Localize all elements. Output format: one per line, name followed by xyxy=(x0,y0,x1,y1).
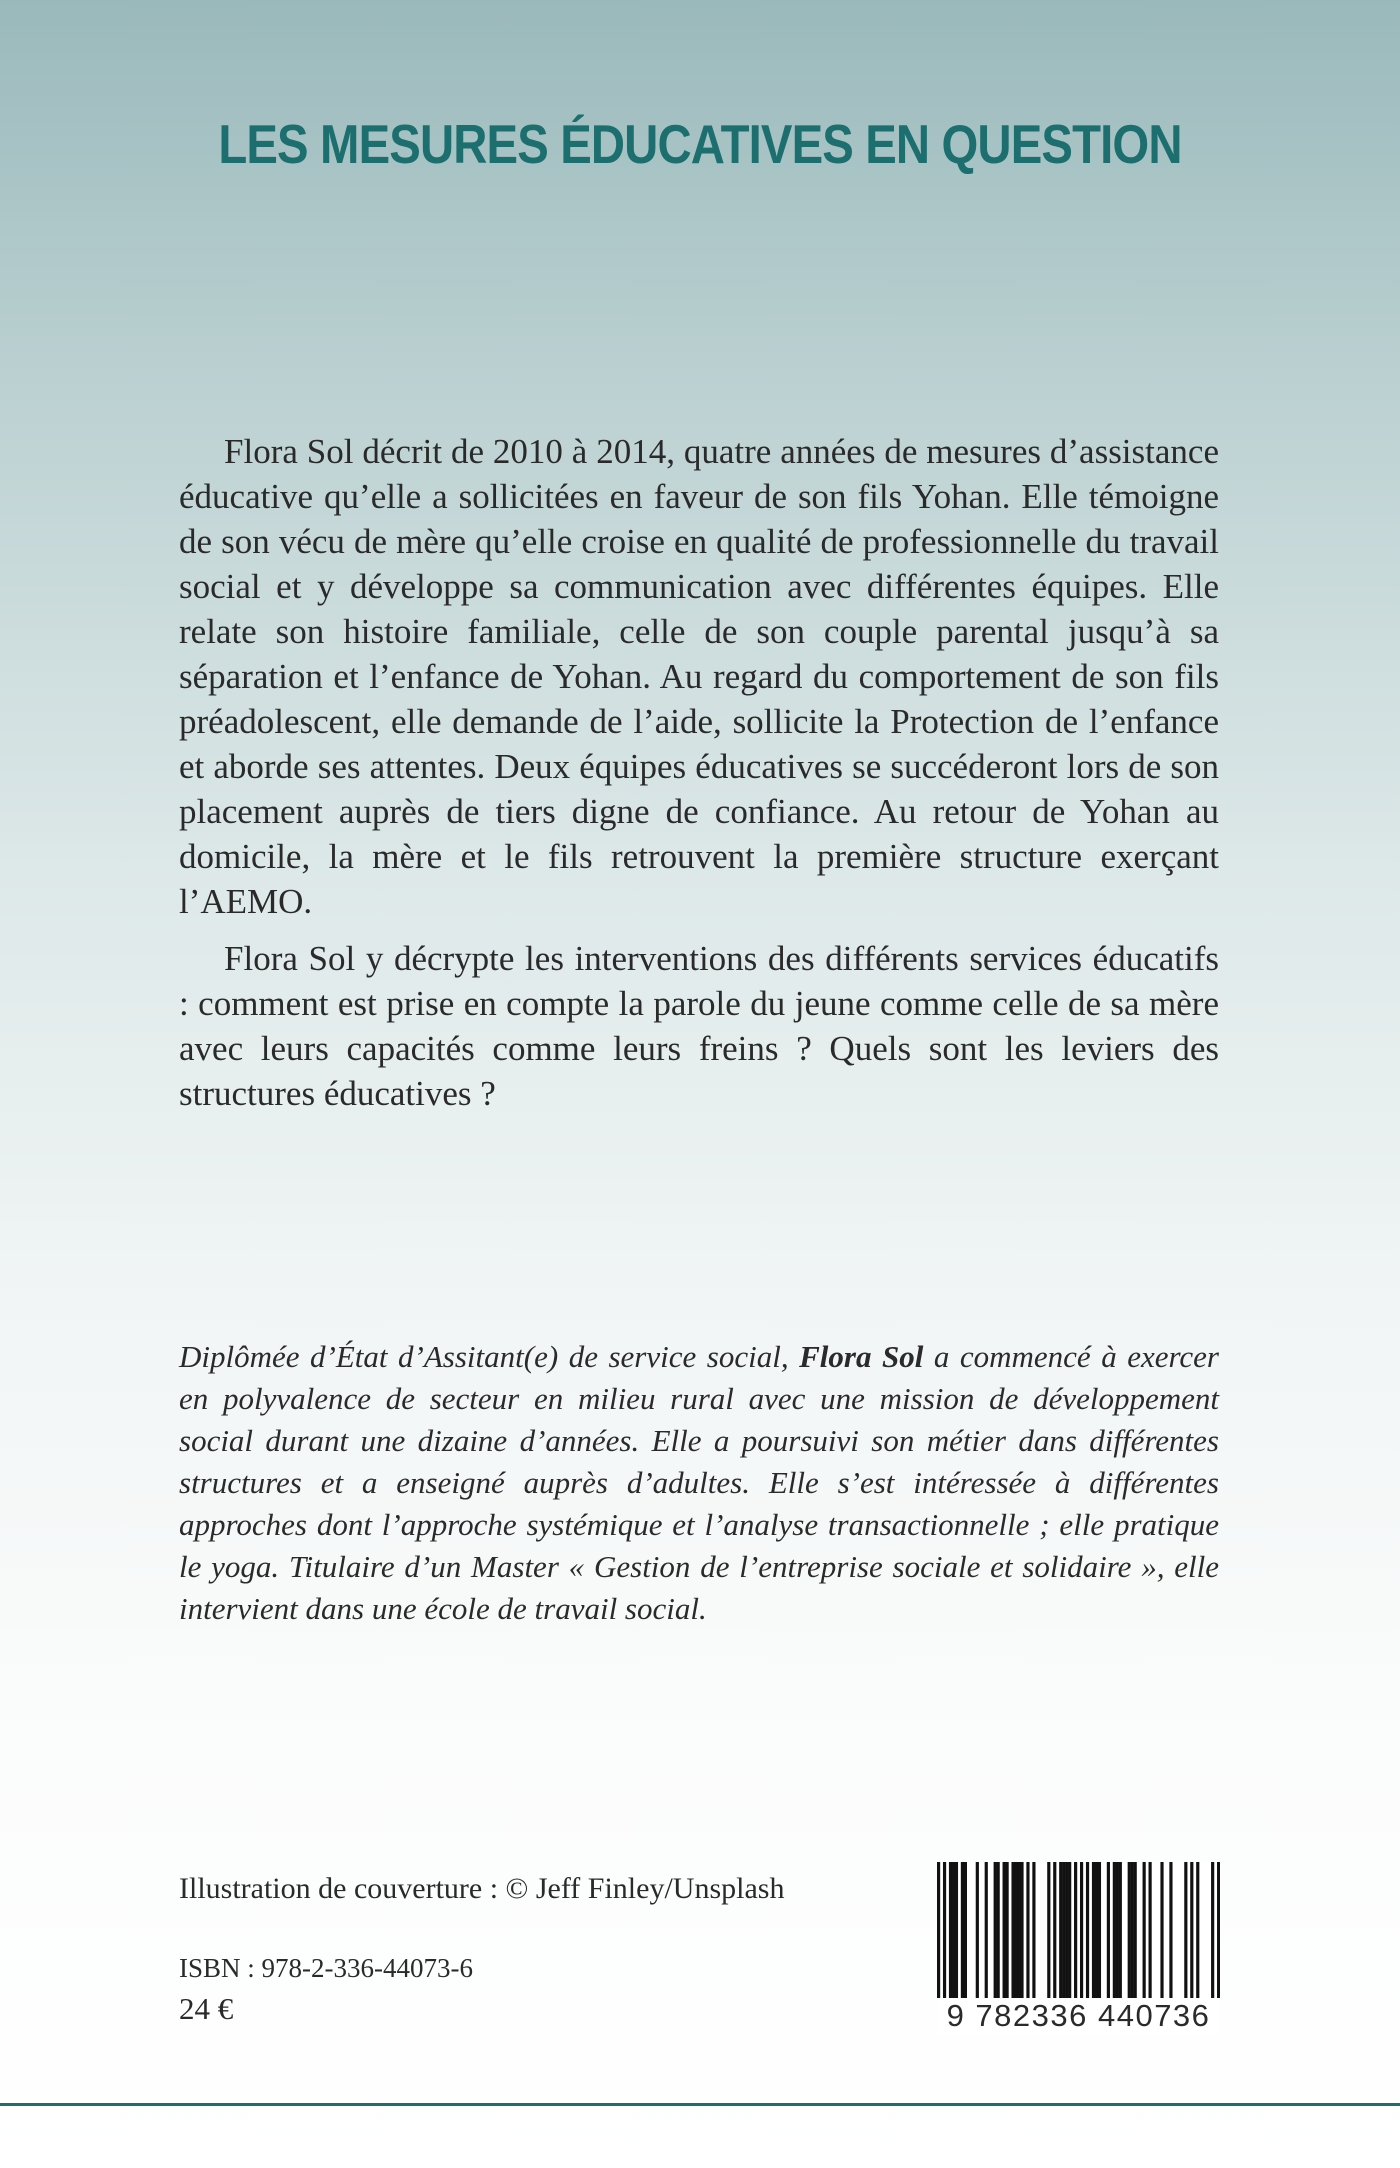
barcode-bar xyxy=(1131,1862,1134,1998)
isbn: ISBN : 978-2-336-44073-6 xyxy=(179,1953,473,1983)
barcode-bar xyxy=(1184,1862,1187,1998)
barcode-bar xyxy=(1095,1862,1098,1998)
barcode-bar xyxy=(964,1862,967,1998)
barcode-bar xyxy=(1143,1862,1146,1998)
barcode-bar xyxy=(1020,1862,1023,1998)
barcode-bar xyxy=(1107,1862,1110,1998)
barcode-bar xyxy=(1059,1862,1062,1998)
barcode-bar xyxy=(994,1862,997,1998)
barcode-bar xyxy=(1128,1862,1131,1998)
barcode-bar xyxy=(1011,1862,1014,1998)
price: 24 € xyxy=(179,1991,234,2026)
barcode-bar xyxy=(1014,1862,1017,1998)
barcode xyxy=(937,1862,1220,2034)
barcode-bar xyxy=(1006,1862,1009,1998)
barcode-bar xyxy=(1116,1862,1119,1998)
barcode-bar xyxy=(1169,1862,1172,1998)
barcode-bar xyxy=(1003,1862,1006,1998)
barcode-bar xyxy=(997,1862,1000,1998)
summary-paragraph: Flora Sol y décrypte les interventions des différents services éducatifs : comment est prise en compte la parole du jeune comme celle de sa mère avec leurs capacités comme leurs freins ? Quels sont les leviers des structures éducatives ? xyxy=(179,939,1219,1113)
barcode-bar xyxy=(1196,1862,1199,1998)
barcode-bar xyxy=(1092,1862,1095,1998)
barcode-bar xyxy=(1160,1862,1163,1998)
author-name: Flora Sol xyxy=(799,1339,924,1374)
bio-intro: Diplômée d’État d’Assitant(e) de service social, xyxy=(179,1339,800,1374)
barcode-bar xyxy=(1190,1862,1193,1998)
barcode-bar xyxy=(1047,1862,1050,1998)
barcode-bar xyxy=(985,1862,988,1998)
book-title: LES MESURES ÉDUCATIVES EN QUESTION xyxy=(218,113,1182,175)
barcode-digits: 9 782336 440736 xyxy=(937,1998,1220,2034)
barcode-bar xyxy=(952,1862,955,1998)
barcode-bar xyxy=(1068,1862,1071,1998)
barcode-bar xyxy=(1134,1862,1137,1998)
barcode-bar xyxy=(1017,1862,1020,1998)
barcode-bar xyxy=(1026,1862,1029,1998)
barcode-bar xyxy=(955,1862,958,1998)
barcode-bar xyxy=(961,1862,964,1998)
barcode-bar xyxy=(1113,1862,1116,1998)
barcode-bar xyxy=(949,1862,952,1998)
book-summary xyxy=(179,429,1219,1128)
author-biography xyxy=(179,1336,1219,1630)
barcode-bar xyxy=(1032,1862,1035,1998)
barcode-bar xyxy=(1053,1862,1056,1998)
barcode-bar xyxy=(1098,1862,1101,1998)
barcode-bar xyxy=(1062,1862,1065,1998)
barcode-bar xyxy=(1065,1862,1068,1998)
cover-credit: Illustration de couverture : © Jeff Finley/Unsplash xyxy=(179,1872,785,1905)
barcode-bar xyxy=(976,1862,979,1998)
barcode-bar xyxy=(1119,1862,1122,1998)
summary-paragraph: Flora Sol décrit de 2010 à 2014, quatre années de mesures d’assistance éducative qu’elle a sollicitées en faveur de son fils Yohan. Elle témoigne de son vécu de mère qu’elle croise en qualité de professionnelle du travail social et y développe sa communication avec différentes équipes. Elle relate son histoire familiale, celle de son couple parental jusqu’à sa séparation et l’enfance de Yohan. Au regard du comportement de son fils préadolescent, elle demande de l’aide, sollicite la Protection de l’enfance et aborde ses attentes. Deux équipes éducatives se succéderont lors de son placement auprès de tiers digne de confiance. Au retour de Yohan au domicile, la mère et le fils retrouvent la première structure exerçant l’AEMO. xyxy=(179,432,1219,921)
bottom-rule xyxy=(0,2103,1400,2106)
barcode-bar xyxy=(1086,1862,1089,1998)
barcode-bar xyxy=(1149,1862,1152,1998)
bio-rest: a commencé à exercer en polyvalence de secteur en milieu rural avec une mission de développement social durant une dizaine d’années. Elle a poursuivi son métier dans différentes structures et a enseigné auprès d’adultes. Elle s’est intéressée à différentes approches dont l’approche systémique et l’analyse transactionnelle ; elle pratique le yoga. Titulaire d’un Master « Gestion de l’entreprise sociale et solidaire », elle intervient dans une école de travail social. xyxy=(179,1339,1219,1626)
